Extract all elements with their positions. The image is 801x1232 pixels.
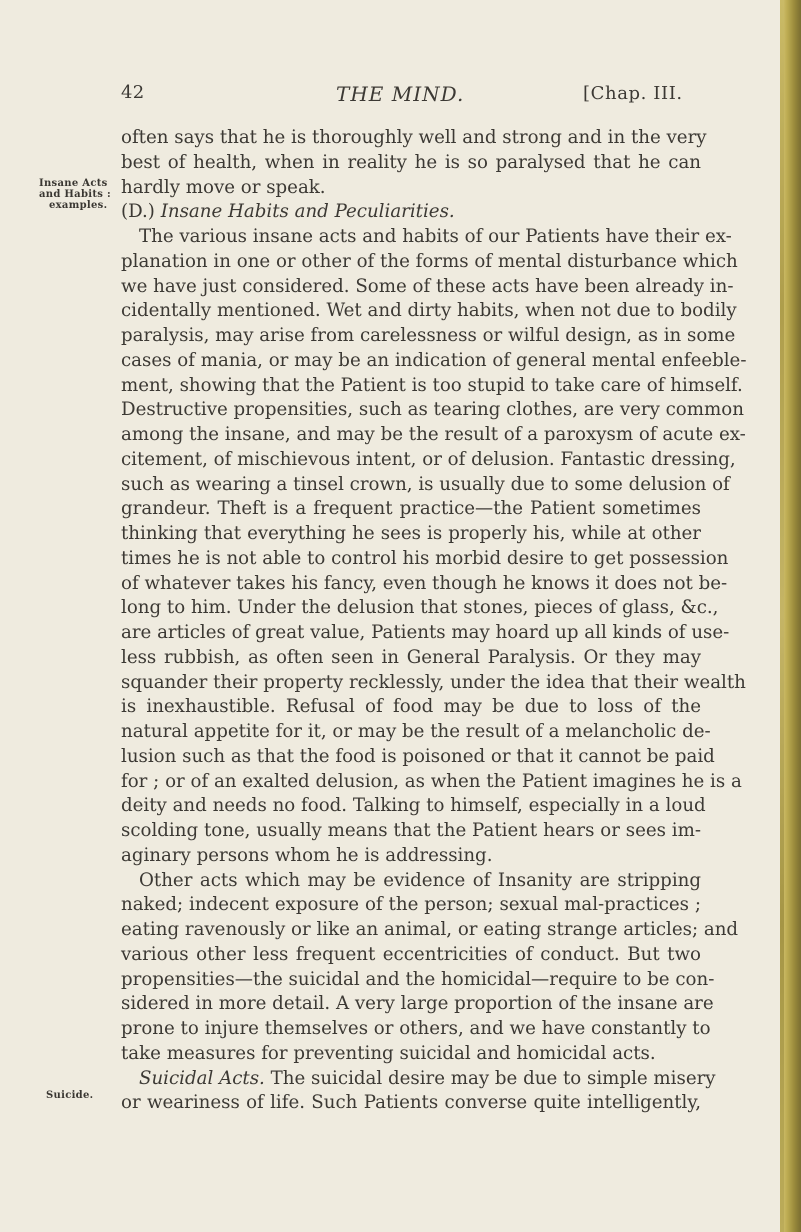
text-line-40: or weariness of life. Such Patients converse quite intelligently,: [121, 1092, 701, 1114]
body-text: [121, 126, 747, 1116]
text-line-16: grandeur. Theft is a frequent practice—the Patient sometimes: [121, 498, 701, 520]
margin-note-insane-acts-line3: examples.: [49, 200, 108, 211]
text-line-22: less rubbish, as often seen in General Paralysis. Or they may: [121, 646, 701, 668]
text-line-1: often says that he is thoroughly well and strong and in the very: [121, 127, 707, 148]
page-binding-edge: [780, 0, 801, 1232]
text-line-24: is inexhaustible. Refusal of food may be due to loss of the: [121, 696, 701, 718]
text-line-36: sidered in more detail. A very large proportion of the insane are: [121, 993, 714, 1015]
text-line-25: natural appetite for it, or may be the result of a melancholic de-: [121, 721, 711, 742]
text-line-3: hardly move or speak.: [121, 176, 326, 198]
section-heading-suicidal-text: The suicidal desire may be due to simple misery: [270, 1067, 716, 1089]
text-line-12: Destructive propensities, such as tearing clothes, are very common: [121, 399, 744, 421]
text-line-37: prone to injure themselves or others, and we have constantly to: [121, 1018, 711, 1039]
margin-note-insane-acts-line1: Insane Acts: [39, 178, 108, 189]
text-line-30: aginary persons whom he is addressing.: [121, 844, 493, 866]
section-heading-d-label: (D.): [121, 201, 155, 223]
running-title: THE MIND.: [336, 82, 465, 106]
text-line-8: cidentally mentioned. Wet and dirty habits, when not due to bodily: [121, 300, 737, 322]
text-line-21: are articles of great value, Patients may hoard up all kinds of use-: [121, 622, 730, 643]
text-line-38: take measures for preventing suicidal and homicidal acts.: [121, 1042, 656, 1064]
section-heading-suicidal: [121, 1067, 716, 1092]
text-line-11: ment, showing that the Patient is too stupid to take care of himself.: [121, 374, 743, 396]
text-line-15: such as wearing a tinsel crown, is usually due to some delusion of: [121, 473, 730, 495]
text-line-27: for ; or of an exalted delusion, as when the Patient imagines he is a: [121, 770, 742, 792]
text-line-13: among the insane, and may be the result of a paroxysm of acute ex-: [121, 424, 746, 445]
section-heading-suicidal-title: Suicidal Acts.: [139, 1067, 265, 1089]
text-line-9: paralysis, may arise from carelessness or wilful design, as in some: [121, 325, 736, 346]
text-line-35: propensities—the suicidal and the homicidal—require to be con-: [121, 968, 715, 990]
text-line-18: times he is not able to control his morbid desire to get possession: [121, 547, 729, 569]
text-line-34: various other less frequent eccentricities of conduct. But two: [121, 943, 701, 965]
text-line-28: deity and needs no food. Talking to himself, especially in a loud: [121, 795, 706, 817]
section-heading-d-title: Insane Habits and Peculiarities.: [160, 201, 455, 223]
text-line-2: best of health, when in reality he is so paralysed that he can: [121, 151, 701, 173]
text-line-7: we have just considered. Some of these acts have been already in-: [121, 275, 734, 297]
running-head: [0, 82, 780, 112]
text-line-26: lusion such as that the food is poisoned or that it cannot be paid: [121, 745, 715, 767]
text-line-14: citement, of mischievous intent, or of delusion. Fantastic dressing,: [121, 448, 736, 470]
text-line-6: planation in one or other of the forms of mental disturbance which: [121, 250, 738, 272]
text-line-10: cases of mania, or may be an indication of general mental enfeeble-: [121, 349, 747, 371]
margin-note-suicide: Suicide.: [46, 1090, 94, 1101]
text-line-20: long to him. Under the delusion that stones, pieces of glass, &c.,: [121, 597, 719, 619]
margin-note-insane-acts-line2: and Habits :: [39, 189, 111, 200]
text-line-33: eating ravenously or like an animal, or eating strange articles; and: [121, 919, 739, 940]
text-line-31: Other acts which may be evidence of Insanity are stripping: [139, 869, 701, 891]
text-line-17: thinking that everything he sees is properly his, while at other: [121, 523, 701, 544]
page-number: 42: [121, 82, 145, 103]
text-line-29: scolding tone, usually means that the Patient hears or sees im-: [121, 820, 701, 841]
text-line-5: The various insane acts and habits of our Patients have their ex-: [139, 226, 732, 247]
text-line-23: squander their property recklessly, under the idea that their wealth: [121, 671, 746, 693]
text-line-32: naked; indecent exposure of the person; sexual mal-practices ;: [121, 894, 701, 916]
text-line-19: of whatever takes his fancy, even though he knows it does not be-: [121, 572, 728, 594]
chapter-label: [Chap. III.: [583, 83, 683, 104]
section-heading-d: [121, 200, 701, 225]
